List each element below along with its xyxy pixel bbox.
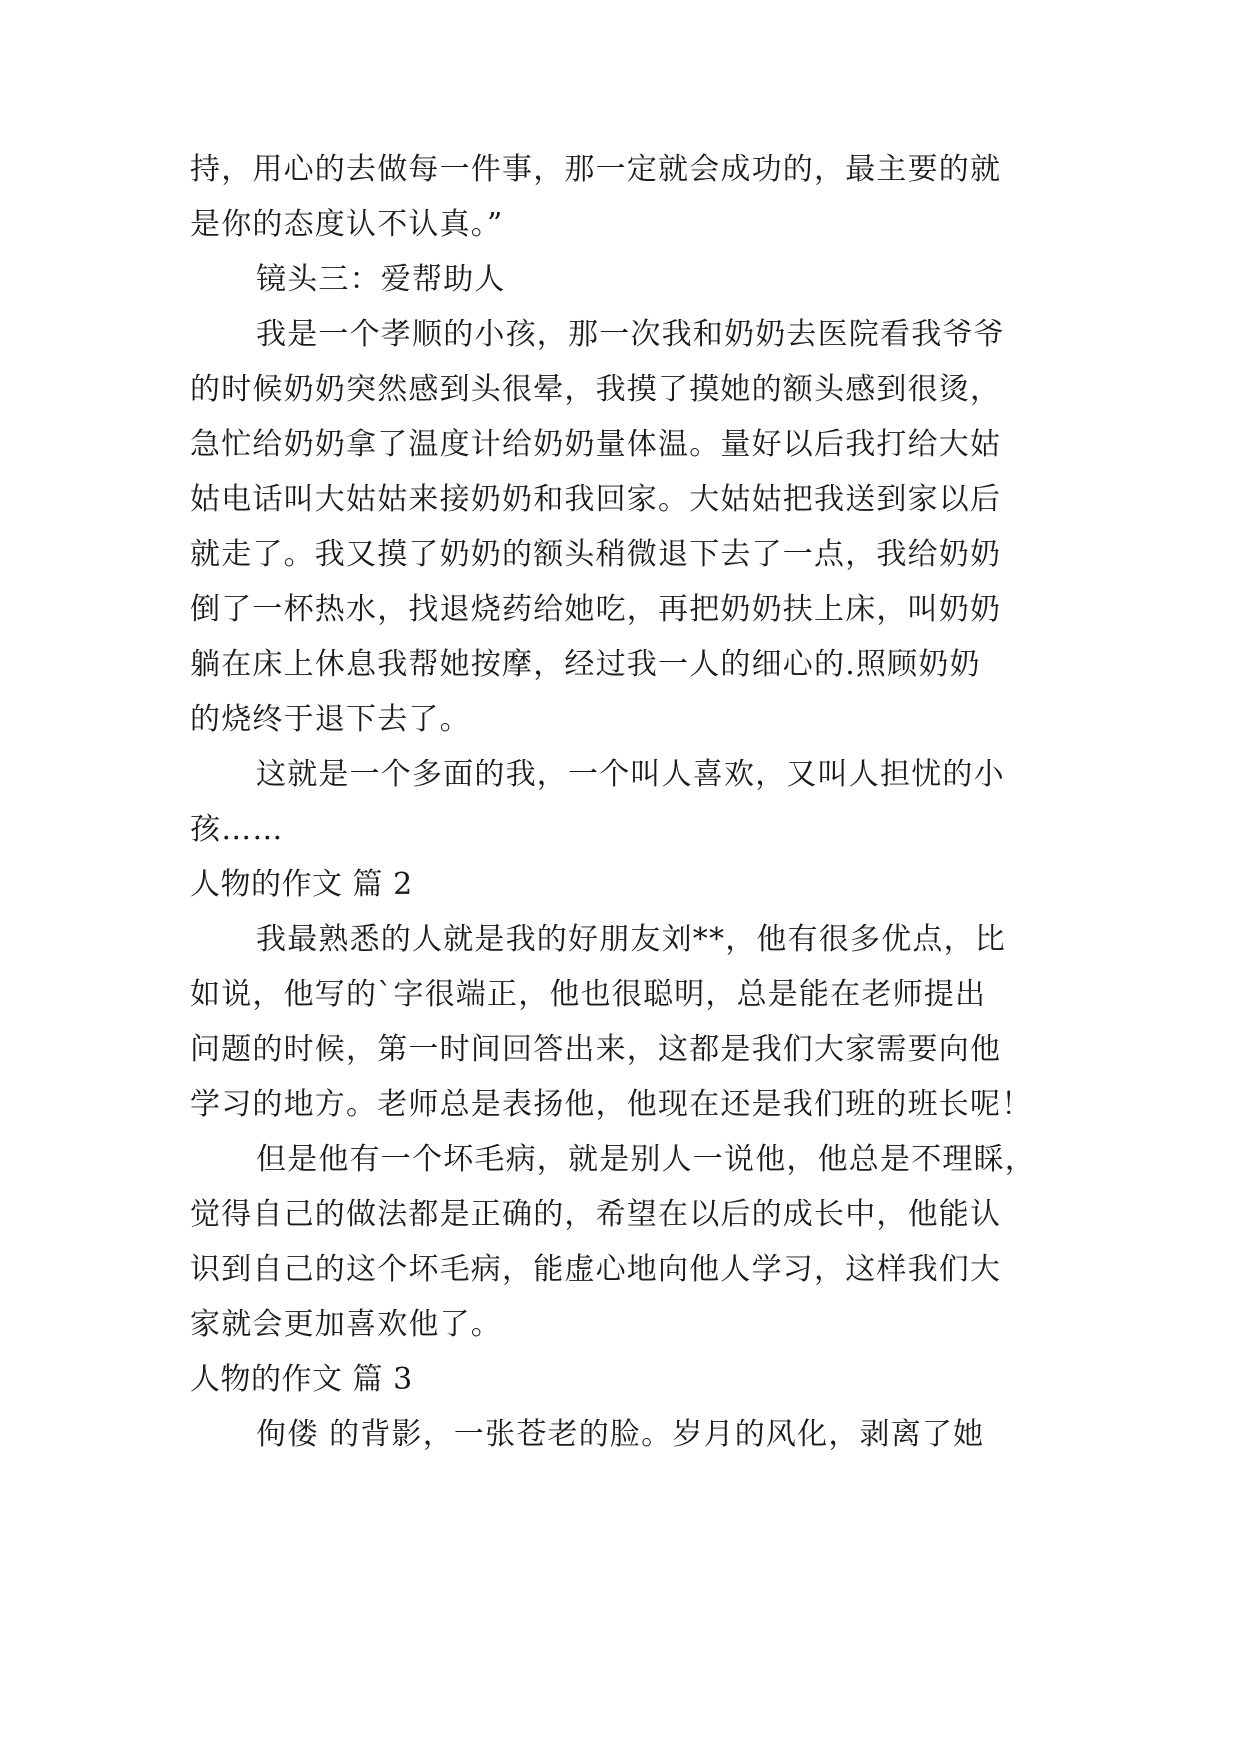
- paragraph-line: 家就会更加喜欢他了。: [190, 1307, 502, 1342]
- paragraph-line: 这就是一个多面的我，一个叫人喜欢，又叫人担忧的小: [256, 757, 1005, 792]
- paragraph-line: 觉得自己的做法都是正确的，希望在以后的成长中，他能认: [190, 1197, 1002, 1232]
- paragraph-line: 识到自己的这个坏毛病，能虚心地向他人学习，这样我们大: [190, 1252, 1002, 1287]
- paragraph-line: 躺在床上休息我帮她按摩，经过我一人的细心的.照顾奶奶: [190, 647, 981, 682]
- paragraph-line: 我是一个孝顺的小孩，那一次我和奶奶去医院看我爷爷: [256, 317, 1005, 352]
- paragraph-line: 急忙给奶奶拿了温度计给奶奶量体温。量好以后我打给大姑: [190, 427, 1002, 462]
- paragraph-line: 如说，他写的`字很端正，他也很聪明，总是能在老师提出: [190, 977, 987, 1012]
- paragraph-line: 我最熟悉的人就是我的好朋友刘**，他有很多优点，比: [256, 922, 1006, 957]
- paragraph-line: 是你的态度认不认真。”: [190, 207, 504, 242]
- section-subheading: 镜头三：爱帮助人: [256, 262, 506, 297]
- paragraph-line: 的烧终于退下去了。: [190, 702, 471, 737]
- paragraph-line: 学习的地方。老师总是表扬他，他现在还是我们班的班长呢！: [190, 1087, 1033, 1122]
- section-heading: 人物的作文 篇 3: [190, 1362, 413, 1397]
- paragraph-line: 姑电话叫大姑姑来接奶奶和我回家。大姑姑把我送到家以后: [190, 482, 1002, 517]
- paragraph-line: 佝偻 的背影，一张苍老的脸。岁月的风化，剥离了她: [256, 1417, 985, 1452]
- paragraph-line: 但是他有一个坏毛病，就是别人一说他，他总是不理睬，: [256, 1142, 1036, 1177]
- paragraph-line: 持，用心的去做每一件事，那一定就会成功的，最主要的就: [190, 152, 1002, 187]
- paragraph-line: 就走了。我又摸了奶奶的额头稍微退下去了一点，我给奶奶: [190, 537, 1002, 572]
- paragraph-line: 倒了一杯热水，找退烧药给她吃，再把奶奶扶上床，叫奶奶: [190, 592, 1002, 627]
- paragraph-line: 孩……: [190, 812, 284, 847]
- section-heading: 人物的作文 篇 2: [190, 867, 413, 902]
- paragraph-line: 问题的时候，第一时间回答出来，这都是我们大家需要向他: [190, 1032, 1002, 1067]
- paragraph-line: 的时候奶奶突然感到头很晕，我摸了摸她的额头感到很烫，: [190, 372, 1002, 407]
